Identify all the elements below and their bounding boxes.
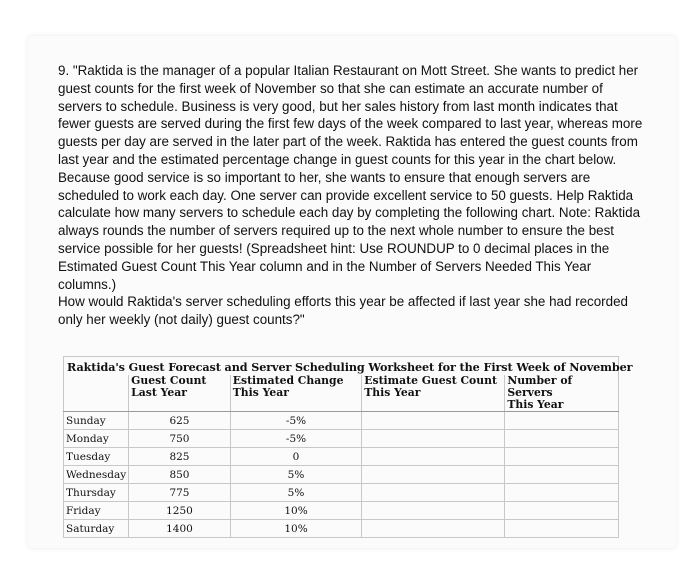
worksheet [63,356,633,538]
estimate-cell[interactable] [362,502,505,520]
day-cell: Thursday [64,484,129,502]
change-cell: 5% [230,466,362,484]
table-row [64,412,619,430]
guest-count-cell: 775 [129,484,231,502]
header-number-of-servers-line1: Number of Servers [507,374,573,399]
question-block [58,62,648,329]
servers-cell[interactable] [505,430,619,448]
estimate-cell[interactable] [362,484,505,502]
header-estimated-change-line1: Estimated Change [232,374,344,387]
servers-cell[interactable] [505,520,619,538]
table-row [64,448,619,466]
change-cell: 10% [230,502,362,520]
header-row [64,375,619,412]
change-cell: -5% [230,412,362,430]
servers-cell[interactable] [505,448,619,466]
servers-cell[interactable] [505,412,619,430]
worksheet-title: Raktida's Guest Forecast and Server Scheduling Worksheet for the First Week of November [63,356,619,375]
header-day [64,375,129,412]
table-row [64,466,619,484]
header-estimate-guest-count [362,375,505,412]
day-cell: Saturday [64,520,129,538]
header-number-of-servers-line2: This Year [507,398,564,411]
estimate-cell[interactable] [362,466,505,484]
header-guest-count [129,375,231,412]
day-cell: Sunday [64,412,129,430]
day-cell: Tuesday [64,448,129,466]
estimate-cell[interactable] [362,520,505,538]
change-cell: 0 [230,448,362,466]
guest-count-cell: 625 [129,412,231,430]
guest-count-cell: 1250 [129,502,231,520]
table-row [64,502,619,520]
header-guest-count-line1: Guest Count [131,374,207,387]
change-cell: 5% [230,484,362,502]
question-followup: How would Raktida's server scheduling efforts this year be affected if last year she had recorded only her weekly (not daily) guest counts?" [58,294,628,328]
header-number-of-servers [505,375,619,412]
guest-count-cell: 750 [129,430,231,448]
worksheet-table [63,375,619,538]
change-cell: -5% [230,430,362,448]
header-estimated-change [230,375,362,412]
table-row [64,484,619,502]
estimate-cell[interactable] [362,448,505,466]
estimate-cell[interactable] [362,412,505,430]
day-cell: Monday [64,430,129,448]
question-text: 9. "Raktida is the manager of a popular Italian Restaurant on Mott Street. She wants to predict her guest counts for the first week of November so that she can estimate an accurate number of servers to schedule. Business is very good, but her sales history from last month indicates that fewer guests are served during the first few days of the week compared to last year, whereas more guests per day are served in the later part of the week. Raktida has entered the guest counts from last year and the estimated percentage change in guest counts for this year in the chart below. Because good service is so important to her, she wants to ensure that enough servers are scheduled to work each day. One server can provide excellent service to 50 guests. Help Raktida calculate how many servers to schedule each day by completing the following chart. Note: Raktida always rounds the number of servers required up to the next whole number to ensure the best service possible for her guests! (Spreadsheet hint: Use ROUNDUP to 0 decimal places in the Estimated Guest Count This Year column and in the Number of Servers Needed This Year columns.) [58,63,643,292]
header-estimated-change-line2: This Year [232,386,289,399]
guest-count-cell: 825 [129,448,231,466]
guest-count-cell: 1400 [129,520,231,538]
servers-cell[interactable] [505,502,619,520]
servers-cell[interactable] [505,484,619,502]
header-estimate-guest-count-line2: This Year [364,386,421,399]
change-cell: 10% [230,520,362,538]
table-row [64,520,619,538]
estimate-cell[interactable] [362,430,505,448]
table-row [64,430,619,448]
guest-count-cell: 850 [129,466,231,484]
day-cell: Wednesday [64,466,129,484]
header-estimate-guest-count-line1: Estimate Guest Count [364,374,497,387]
servers-cell[interactable] [505,466,619,484]
day-cell: Friday [64,502,129,520]
header-guest-count-line2: Last Year [131,386,187,399]
